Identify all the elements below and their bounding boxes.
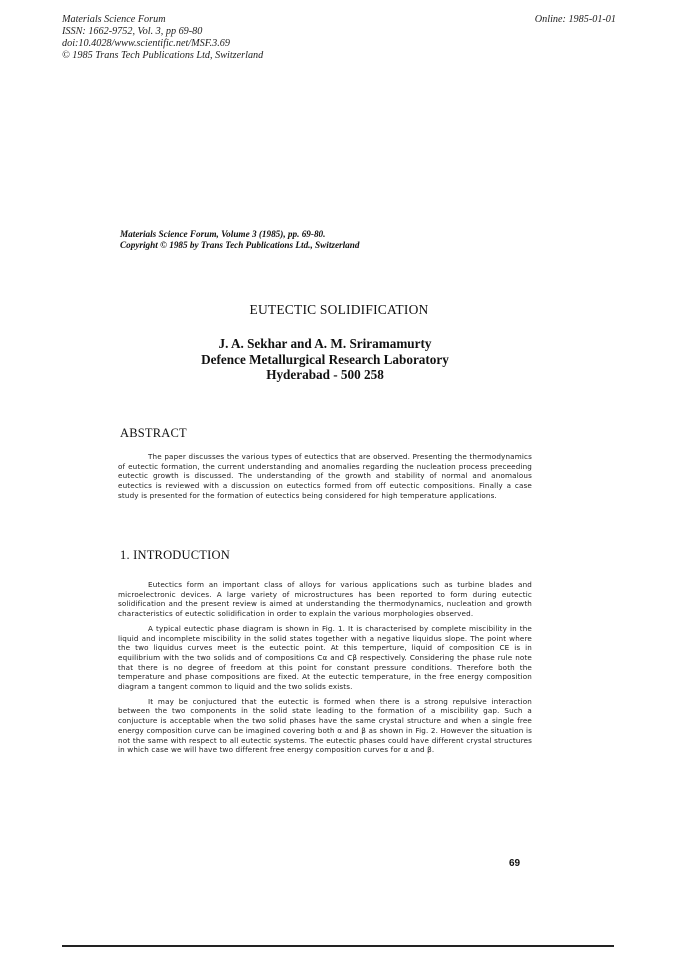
author-location: Hyderabad - 500 258 — [266, 367, 384, 382]
intro-paragraph-3: It may be conjuctured that the eutectic is formed when there is a strong repulsive interaction between the two components in the solid state leading to the formation of a miscibility gap. Such a conjucture is acceptable when the two solid phases have the same crystal structure and when a single free energy composition curve can be imagined covering both α and β as shown in Fig. 2. However the situation is not the same with respect to all eutectic systems. The eutectic phases could have different crystal structures in which case we will have two different free energy composition curves for α and β. — [118, 696, 532, 755]
online-date: Online: 1985-01-01 — [534, 14, 616, 25]
paper-title: EUTECTIC SOLIDIFICATION — [249, 302, 429, 317]
abstract-heading: ABSTRACT — [120, 426, 187, 440]
journal-name: Materials Science Forum — [62, 14, 166, 25]
footer-rule — [62, 945, 614, 947]
author-affiliation: Defence Metallurgical Research Laboratory — [201, 351, 449, 367]
citation-line-2: Copyright © 1985 by Trans Tech Publications Ltd., Switzerland — [120, 240, 360, 250]
introduction-body — [118, 580, 532, 760]
citation-line-1: Materials Science Forum, Volume 3 (1985), pp. 69-80. — [120, 229, 326, 239]
author-names: J. A. Sekhar and A. M. Sriramamurty — [218, 336, 432, 351]
abstract-text: The paper discusses the various types of eutectics that are observed. Presenting the thermodynamics of eutectic formation, the current understanding and anomalies regarding the nucleation process preceeding eutectic growth is discussed. The understanding of the growth and stability of normal and anomalous eutectics is reviewed with a discussion on eutectics formed from off eutectic compositions. Finally a case study is presented for the formation of eutectics being considered for high temperature applications. — [118, 452, 532, 500]
introduction-heading: 1. INTRODUCTION — [120, 548, 230, 562]
author-block — [0, 336, 650, 383]
publication-metadata — [62, 14, 263, 62]
intro-paragraph-1: Eutectics form an important class of alloys for various applications such as turbine blades and microelectronic devices. A large variety of microstructures has been reported to form during eutectic solidification and the present review is aimed at understanding the thermodynamics, nucleation and growth characteristics of eutectic solidification in order to explain the various morphologies observed. — [118, 580, 532, 619]
page-number: 69 — [509, 858, 521, 869]
copyright-line: © 1985 Trans Tech Publications Ltd, Switzerland — [62, 50, 264, 61]
doi-link[interactable]: doi:10.4028/www.scientific.net/MSF.3.69 — [62, 38, 230, 49]
abstract-body — [118, 452, 532, 506]
issn-line: ISSN: 1662-9752, Vol. 3, pp 69-80 — [62, 26, 203, 37]
intro-paragraph-2: A typical eutectic phase diagram is shown in Fig. 1. It is characterised by complete miscibility in the liquid and incomplete miscibility in the solid states together with a negative liquidus slope. The point where the two liquidus curves meet is the eutectic point. At this temperture, liquid of composition CE is in equilibrium with the two solids and of compositions Cα and Cβ respectively. Considering the phase rule note that there is no degree of freedom at this point for constant pressure conditions. Therefore both the temperature and phase compositions are fixed. At the eutectic temperature, in the free energy composition diagram a tangent common to liquid and the two solids exists. — [118, 623, 532, 692]
citation-block — [120, 229, 359, 251]
